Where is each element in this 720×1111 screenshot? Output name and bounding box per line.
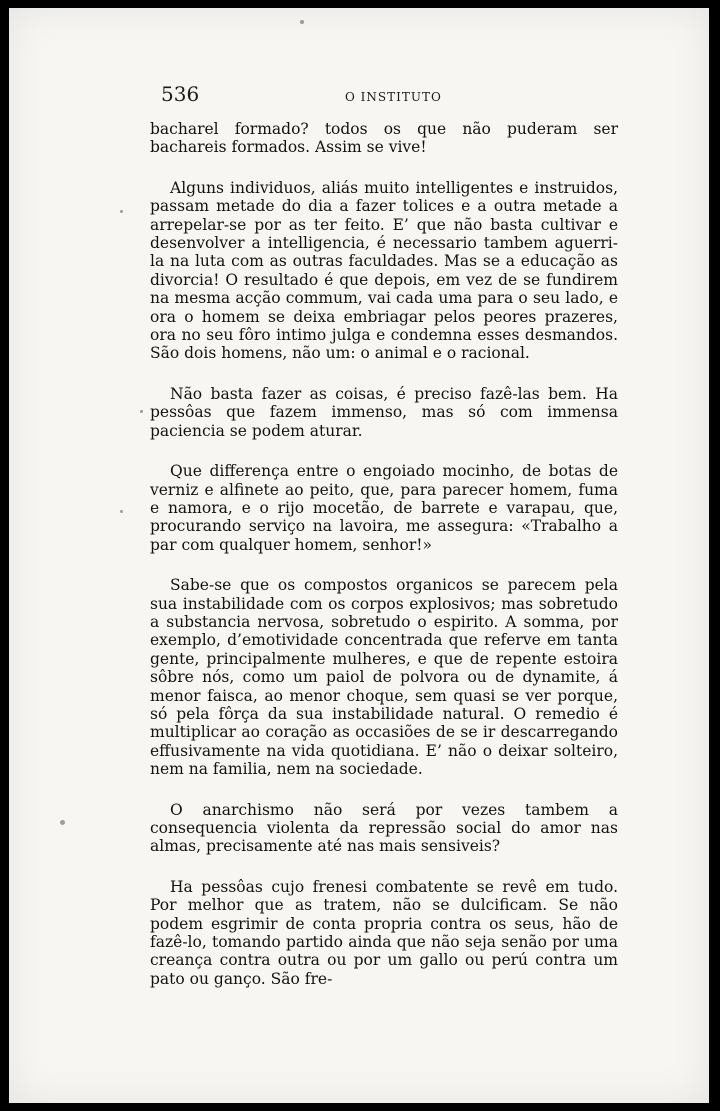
running-title: O INSTITUTO	[345, 90, 442, 104]
paragraph: bacharel formado? todos os que não puderam ser bachareis formados. Assim se vive!	[150, 120, 618, 157]
page-number: 536	[161, 82, 200, 106]
page-header	[157, 76, 627, 106]
paragraph: Ha pessôas cujo frenesi combatente se revê em tudo. Por melhor que as tratem, não se dulcificam. Se não podem esgrimir de conta propria contra os seus, hão de fazê-lo, tomando partido ainda que não seja senão por uma creança contra outra ou por um gallo ou perú contra um pato ou ganço. São fre-	[150, 877, 618, 988]
paragraph: Que differença entre o engoiado mocinho, de botas de verniz e alfinete ao peito, que, para parecer homem, fuma e namora, e o rijo mocetão, de barrete e varapau, que, procurando serviço na lavoira, me assegura: «Trabalho a par com qualquer homem, senhor!»	[150, 462, 618, 554]
scan-speck	[140, 410, 143, 413]
paragraph: O anarchismo não será por vezes tambem a consequencia violenta da repressão social do amor nas almas, precisamente até nas mais sensiveis?	[150, 800, 618, 856]
scan-speck	[300, 20, 304, 24]
paragraph: Sabe-se que os compostos organicos se parecem pela sua instabilidade com os corpos explosivos; mas sobretudo a substancia nervosa, sobretudo o espirito. A somma, por exemplo, d’emotividade concentrada que referve em tanta gente, principalmente mulheres, e que de repente estoira sôbre nós, como um paiol de polvora ou de dynamite, á menor faisca, ao menor choque, sem quasi se ver porque, só pela fôrça da sua instabilidade natural. O remedio é multiplicar ao coração as occasiões de se ir descarregando effusivamente na vida quotidiana. E’ não o deixar solteiro, nem na familia, nem na sociedade.	[150, 576, 618, 779]
paragraph: Alguns individuos, aliás muito intelligentes e instruidos, passam metade do dia a fazer tolices e a outra metade a arrepelar-se por as ter feito. E’ que não basta cultivar e desenvolver a intelligencia, é necessario tambem aguerri-la na luta com as outras faculdades. Mas se a educação as divorcia! O resultado é que depois, em vez de se fundirem na mesma acção commum, vai cada uma para o seu lado, e ora o homem se deixa embriagar pelos peores prazeres, ora no seu fôro intimo julga e condemna esses desmandos. São dois homens, não um: o animal e o racional.	[150, 178, 618, 363]
scan-speck	[60, 820, 65, 825]
scan-speck	[120, 510, 123, 513]
body-text	[150, 120, 618, 1010]
paragraph: Não basta fazer as coisas, é preciso fazê-las bem. Ha pessôas que fazem immenso, mas só com immensa paciencia se podem aturar.	[150, 384, 618, 440]
scan-speck	[120, 210, 123, 213]
